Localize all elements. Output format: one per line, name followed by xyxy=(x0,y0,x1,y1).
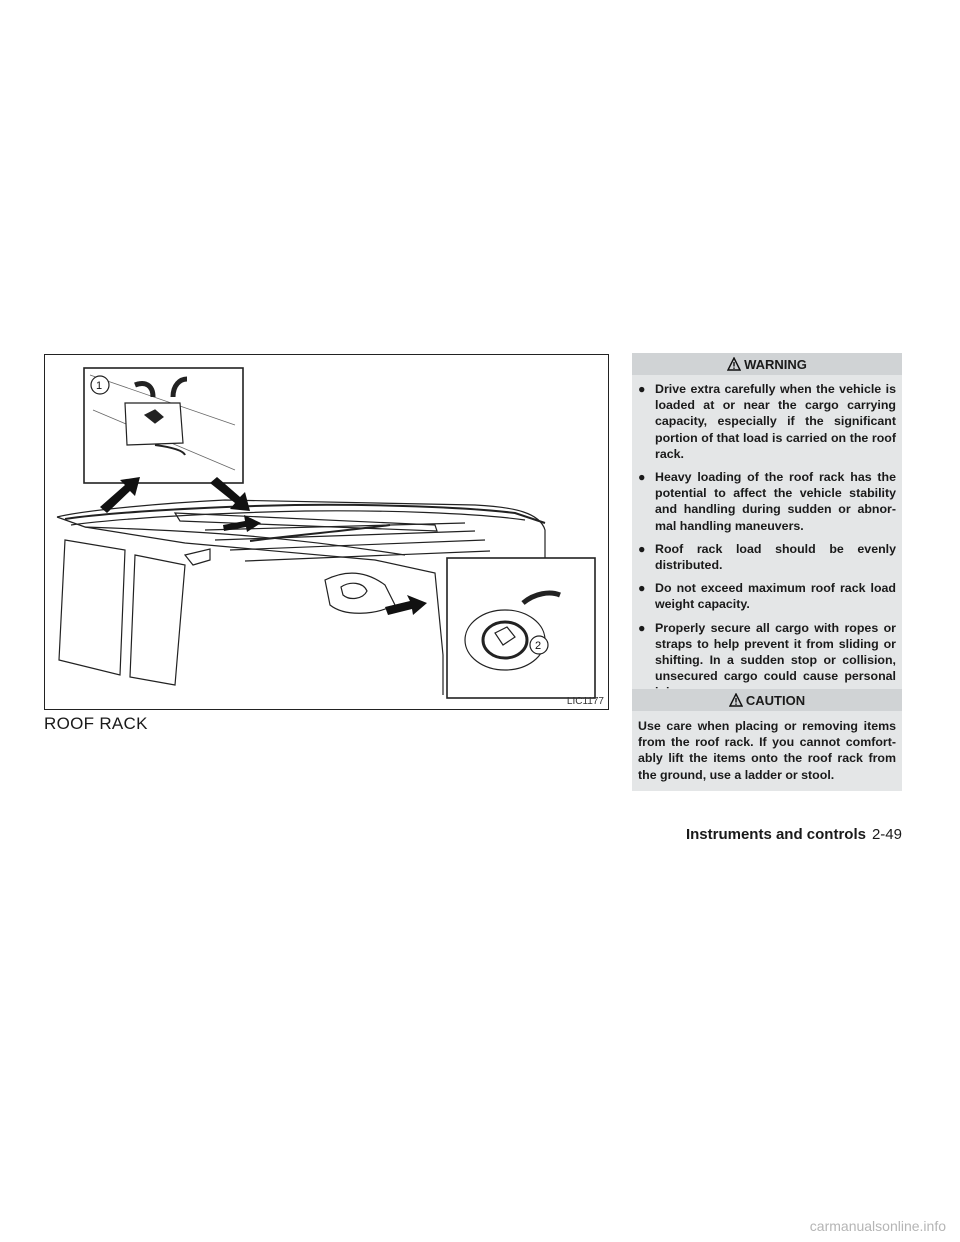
roof-rack-drawing xyxy=(45,355,610,711)
warning-list xyxy=(632,375,902,709)
warning-item: ● Drive extra carefully when the vehicle is loaded at or near the cargo carrying capacity, especially if the significant portion of that load is carried on the roof rack. xyxy=(638,382,896,461)
warning-item: ● Do not exceed maximum roof rack load weight capacity. xyxy=(638,581,896,612)
chapter-title: Instruments and controls xyxy=(685,826,866,843)
warning-item: ● Roof rack load should be evenly distributed. xyxy=(638,541,896,573)
caution-text: Use care when placing or removing items from the roof rack. If you cannot comfort-ably lift the items onto the roof rack from the ground, use a ladder or stool. xyxy=(638,719,896,782)
callout-1: 1 xyxy=(96,380,103,392)
warning-item: ● Properly secure all cargo with ropes or straps to help prevent it from sliding or shifting. In a sudden stop or collision, unsecured cargo could cause personal xyxy=(638,620,896,684)
caution-box xyxy=(632,689,902,791)
warning-header xyxy=(632,353,902,375)
page-footer xyxy=(686,826,902,843)
roof-rack-illustration xyxy=(44,354,609,710)
caution-header xyxy=(632,689,902,711)
caution-icon xyxy=(729,693,743,707)
page-number: 2-49 xyxy=(871,826,902,843)
warning-heading: WARNING xyxy=(744,356,807,372)
callout-2: 2 xyxy=(535,640,542,652)
warning-box xyxy=(632,353,902,709)
section-title: ROOF RACK xyxy=(44,714,148,733)
figure-code: LIC1177 xyxy=(566,696,604,707)
warning-icon xyxy=(727,357,741,371)
caution-heading: CAUTION xyxy=(745,692,806,708)
warning-item: ● Heavy loading of the roof rack has the potential to affect the vehicle stability and handling during sudden or abnor-mal handling maneuvers. xyxy=(638,470,896,533)
watermark: carmanualsonline.info xyxy=(809,1218,946,1234)
